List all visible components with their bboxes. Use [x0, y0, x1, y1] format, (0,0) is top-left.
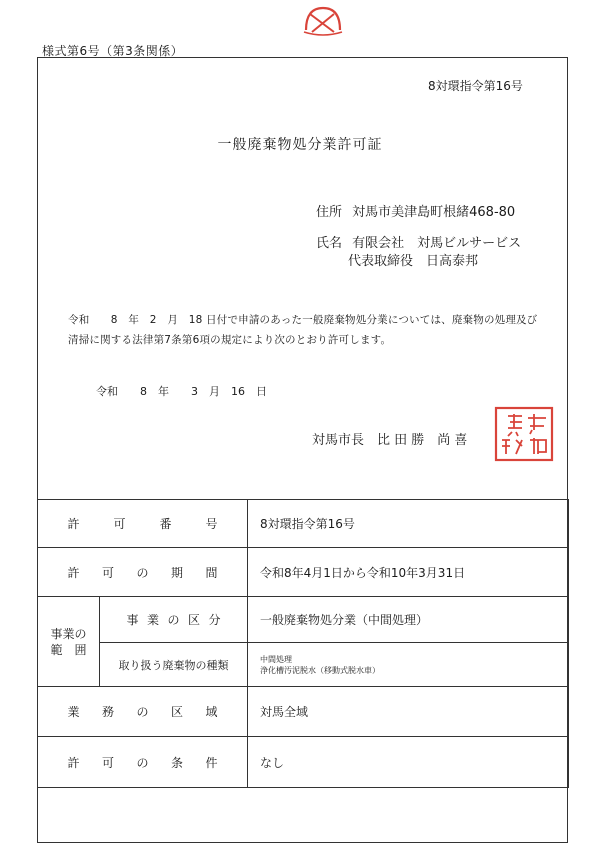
- table-row: [38, 500, 569, 548]
- table-row: [38, 737, 569, 788]
- business-type-value: 一般廃棄物処分業（中間処理）: [248, 597, 569, 643]
- address-row: [316, 201, 515, 220]
- permit-number-value: 8対環指令第16号: [248, 500, 569, 548]
- scope-label-line1: 事業の: [50, 626, 87, 641]
- name-row: [316, 232, 521, 251]
- waste-type-label: 取り扱う廃棄物の種類: [100, 643, 248, 687]
- business-type-label: 事業の区分: [126, 613, 221, 627]
- address-value: 対馬市美津島町根緒468-80: [352, 205, 516, 220]
- area-value: 対馬全域: [248, 687, 569, 737]
- issuer-name: 対馬市長 比 田 勝 尚 喜: [312, 433, 468, 448]
- scope-label-line2: 範 囲: [50, 642, 87, 657]
- waste-type-line1: 中間処理: [260, 654, 292, 664]
- address-label: 住所: [316, 205, 343, 220]
- table-row: [38, 687, 569, 737]
- issue-date: 令和 8 年 3 月 16 日: [96, 385, 267, 398]
- period-label: 許可の期間: [67, 565, 218, 580]
- permit-details-table: [37, 499, 569, 788]
- conditions-value: なし: [248, 737, 569, 788]
- table-row: [38, 597, 569, 643]
- document-number: 8対環指令第16号: [428, 79, 523, 93]
- permit-number-label: 許可番号: [67, 517, 218, 531]
- conditions-label: 許可の条件: [67, 755, 218, 770]
- area-label: 業務の区域: [67, 705, 218, 719]
- name-label: 氏名: [316, 236, 343, 251]
- waste-type-line2: 浄化槽汚泥脱水（移動式脱水車）: [260, 665, 380, 675]
- period-value: 令和8年4月1日から令和10年3月31日: [248, 548, 569, 597]
- document-title: 一般廃棄物処分業許可証: [217, 137, 383, 153]
- company-name: 有限会社 対馬ビルサービス: [352, 236, 522, 251]
- official-seal: [494, 406, 554, 462]
- stamp-mark: [300, 4, 346, 38]
- table-row: [38, 548, 569, 597]
- scope-label: [38, 597, 100, 687]
- permit-statement: 令和 8 年 2 月 18 日付で申請のあった一般廃棄物処分業については、廃棄物の処理及び清掃に関する法律第7条第6項の規定により次のとおり許可します。: [68, 314, 538, 346]
- waste-type-value: [248, 643, 569, 687]
- table-row: [38, 643, 569, 687]
- representative-name: 代表取締役 日高泰邦: [348, 254, 479, 269]
- form-number: 様式第6号（第3条関係）: [42, 44, 184, 58]
